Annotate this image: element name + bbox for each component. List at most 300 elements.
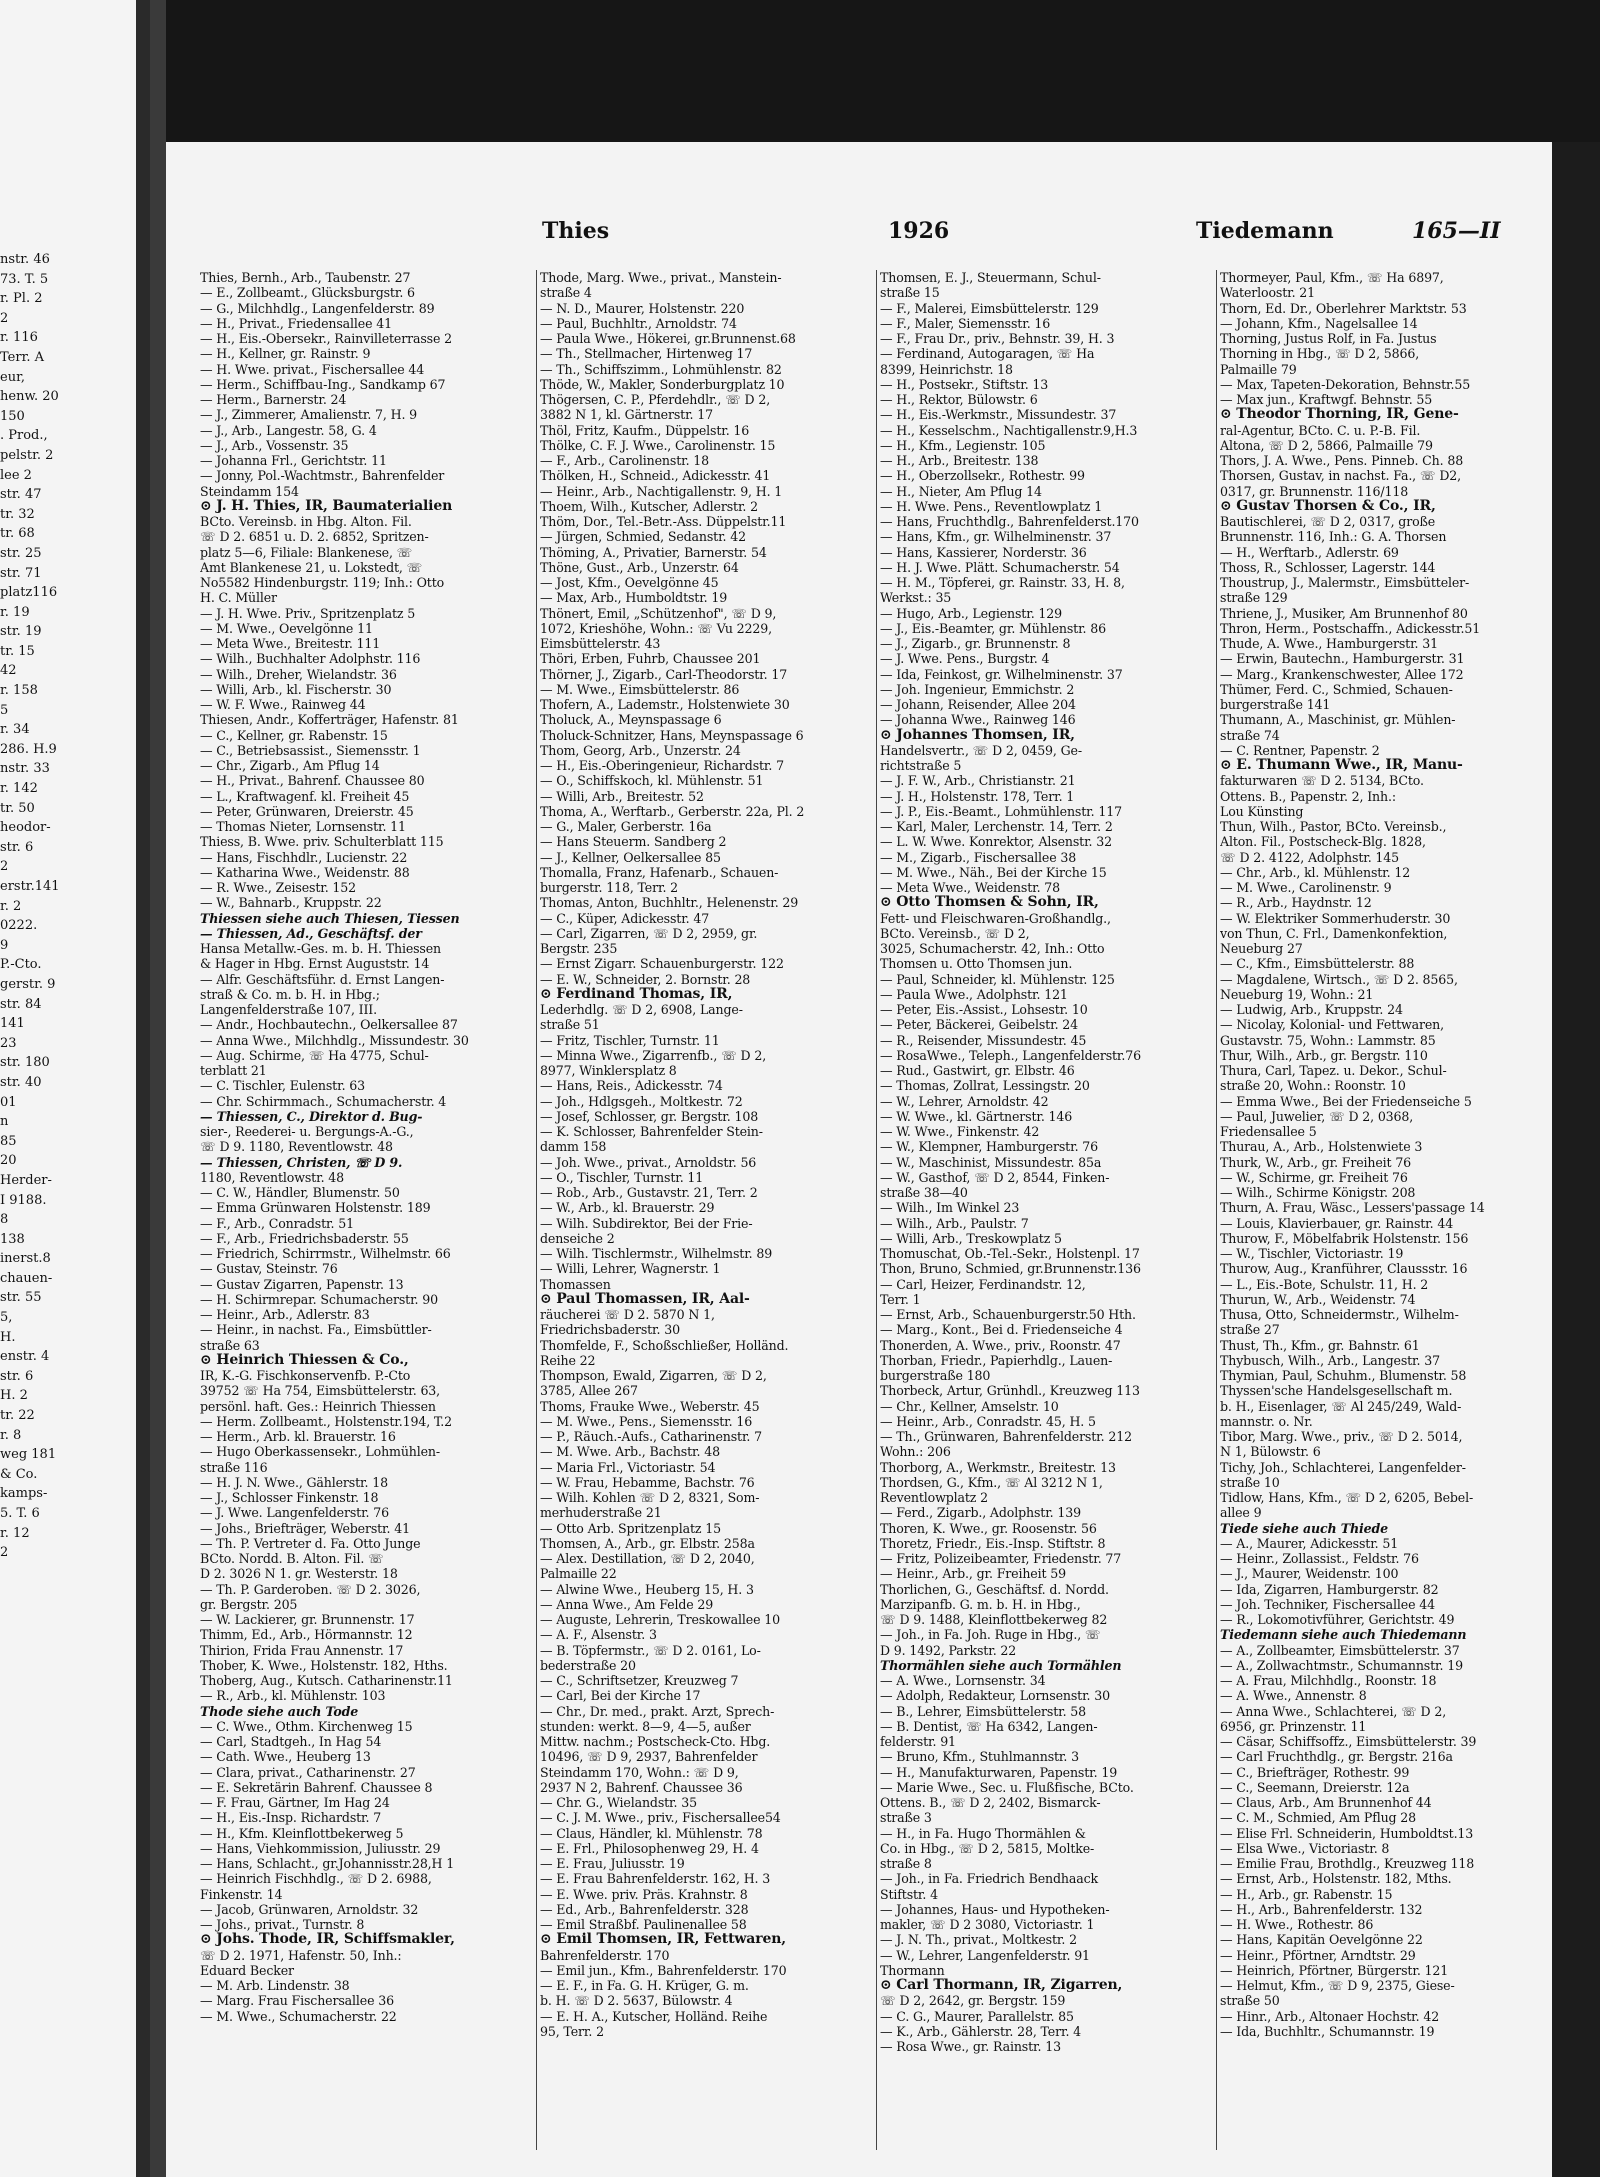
directory-entry: — Maria Frl., Victoriastr. 54	[540, 1459, 716, 1475]
directory-entry: — C., Schriftsetzer, Kreuzweg 7	[540, 1673, 739, 1688]
directory-entry: — Elsa Wwe., Victoriastr. 8	[1220, 1840, 1390, 1856]
directory-entry: 0317, gr. Brunnenstr. 116/118	[1220, 483, 1409, 499]
left-page-line: 9	[0, 937, 9, 953]
directory-entry: — B., Lehrer, Eimsbüttelerstr. 58	[880, 1703, 1087, 1719]
directory-entry: — Karl, Maler, Lerchenstr. 14, Terr. 2	[880, 819, 1113, 834]
directory-entry: — Heinr., Arb., gr. Freiheit 59	[880, 1566, 1066, 1582]
directory-entry: Terr. 1	[880, 1291, 921, 1307]
left-page-line: I 9188.	[0, 1192, 47, 1208]
directory-entry: — J., Arb., Vossenstr. 35	[200, 437, 349, 453]
directory-entry: Thomfelde, F., Schoßschließer, Holländ.	[540, 1337, 789, 1353]
directory-entry: Thorborg, A., Werkmstr., Breitestr. 13	[880, 1459, 1116, 1475]
directory-entry: — W., Lehrer, Arnoldstr. 42	[880, 1093, 1049, 1109]
directory-entry: — Th., Grünwaren, Bahrenfelderstr. 212	[880, 1429, 1132, 1444]
directory-entry: — Rob., Arb., Gustavstr. 21, Terr. 2	[540, 1185, 758, 1200]
directory-entry: — Jacob, Grünwaren, Arnoldstr. 32	[200, 1901, 419, 1917]
directory-entry: Thorlichen, G., Geschäftsf. d. Nordd.	[880, 1581, 1109, 1597]
directory-entry: — M. Arb. Lindenstr. 38	[200, 1978, 350, 1993]
directory-entry: — Hans, Kfm., gr. Wilhelminenstr. 37	[880, 529, 1112, 545]
directory-entry: — M., Zigarb., Fischersallee 38	[880, 849, 1077, 865]
directory-entry: denseiche 2	[540, 1230, 615, 1246]
directory-entry: BCto. Vereinsb. in Hbg. Alton. Fil.	[200, 514, 412, 529]
directory-entry: Thöri, Erben, Fuhrb, Chaussee 201	[540, 651, 761, 667]
directory-entry: Friedrichsbaderstr. 30	[540, 1322, 680, 1338]
directory-entry: — L., Eis.-Bote, Schulstr. 11, H. 2	[1220, 1276, 1429, 1292]
directory-entry: Thorsen, Gustav, in nachst. Fa., ☏ D2,	[1220, 468, 1461, 484]
directory-entry: mannstr. o. Nr.	[1220, 1413, 1313, 1429]
directory-entry: allee 9	[1220, 1505, 1262, 1521]
directory-entry: ☏ D 2. 1971, Hafenstr. 50, Inh.:	[200, 1947, 402, 1963]
directory-entry: b. H., Eisenlager, ☏ Al 245/249, Wald-	[1220, 1398, 1462, 1414]
directory-entry: Tibor, Marg. Wwe., priv., ☏ D 2. 5014,	[1220, 1429, 1463, 1444]
directory-entry: Thode siehe auch Tode	[200, 1703, 359, 1719]
directory-entry: ⊙ Paul Thomassen, IR, Aal-	[540, 1291, 750, 1307]
directory-entry: — Hans, Kassierer, Norderstr. 36	[880, 544, 1087, 560]
directory-entry: — R., Lokomotivführer, Gerichtstr. 49	[1220, 1612, 1455, 1627]
directory-entry: — A., Zollbeamter, Eimsbüttelerstr. 37	[1220, 1642, 1460, 1658]
directory-entry: Finkenstr. 14	[200, 1886, 283, 1902]
directory-entry: Thiesen, Andr., Kofferträger, Hafenstr. 81	[200, 712, 459, 728]
directory-entry: Thiess, B. Wwe. priv. Schulterblatt 115	[200, 834, 444, 850]
directory-entry: — F. Frau, Gärtner, Im Hag 24	[200, 1795, 390, 1810]
directory-entry: — H. Wwe. privat., Fischersallee 44	[200, 361, 425, 377]
directory-entry: — Thiessen, Christen, ☏ D 9.	[200, 1154, 403, 1170]
directory-entry: — H., Arb., gr. Rabenstr. 15	[1220, 1886, 1393, 1902]
directory-entry: von Thun, C. Frl., Damenkonfektion,	[1220, 925, 1448, 941]
left-page-line: str. 47	[0, 487, 42, 503]
directory-entry: — Bruno, Kfm., Stuhlmannstr. 3	[880, 1749, 1079, 1765]
directory-entry: — Ferd., Zigarb., Adolphstr. 139	[880, 1505, 1081, 1521]
left-page-line: 23	[0, 1035, 17, 1051]
directory-entry: Palmaille 22	[540, 1566, 617, 1582]
directory-entry: — Peter, Grünwaren, Dreierstr. 45	[200, 803, 414, 819]
directory-entry: Thura, Carl, Tapez. u. Dekor., Schul-	[1220, 1063, 1447, 1078]
directory-entry: — Claus, Händler, kl. Mühlenstr. 78	[540, 1825, 763, 1841]
left-page-line: gerstr. 9	[0, 976, 56, 992]
directory-entry: — J., Arb., Langestr. 58, G. 4	[200, 422, 377, 438]
directory-entry: — H., Eis.-Insp. Richardstr. 7	[200, 1810, 382, 1826]
directory-entry: IR, K.-G. Fischkonservenfb. P.-Cto	[200, 1368, 411, 1383]
scan-border-right	[1552, 142, 1600, 2177]
directory-entry: — G., Milchhdlg., Langenfelderstr. 89	[200, 300, 435, 316]
directory-entry: — Meta Wwe., Weidenstr. 78	[880, 880, 1061, 895]
directory-entry: — H. J. N. Wwe., Gählerstr. 18	[200, 1474, 388, 1490]
directory-entry: Thormann	[880, 1962, 945, 1978]
directory-entry: — Paul, Schneider, kl. Mühlenstr. 125	[880, 971, 1115, 987]
directory-entry: — Paul, Buchhltr., Arnoldstr. 74	[540, 315, 737, 331]
directory-entry: — Hans, Schlacht., gr.Johannisstr.28,H 1	[200, 1856, 455, 1871]
directory-entry: — Thomas Nieter, Lornsenstr. 11	[200, 819, 406, 834]
directory-entry: — W. F. Wwe., Rainweg 44	[200, 697, 366, 712]
directory-entry: — Joh. Wwe., privat., Arnoldstr. 56	[540, 1154, 757, 1170]
directory-entry: — P., Räuch.-Aufs., Catharinenstr. 7	[540, 1429, 763, 1444]
directory-entry: — Hans, Kapitän Oevelgönne 22	[1220, 1932, 1423, 1948]
directory-entry: — O., Tischler, Turnstr. 11	[540, 1169, 704, 1185]
directory-entry: ⊙ Johannes Thomsen, IR,	[880, 727, 1075, 743]
left-page-line: lee 2	[0, 467, 32, 483]
directory-entry: — Max jun., Kraftwgf. Behnstr. 55	[1220, 392, 1433, 407]
directory-entry: — E. W., Schneider, 2. Bornstr. 28	[540, 971, 751, 987]
directory-entry: — B. Töpfermstr., ☏ D 2. 0161, Lo-	[540, 1642, 761, 1658]
left-page-line: 138	[0, 1231, 25, 1247]
directory-entry: Thoms, Frauke Wwe., Weberstr. 45	[540, 1398, 760, 1414]
directory-entry: — Marie Wwe., Sec. u. Flußfische, BCto.	[880, 1779, 1134, 1795]
directory-entry: — F., Malerei, Eimsbüttelerstr. 129	[880, 300, 1099, 316]
directory-entry: — Paula Wwe., Adolphstr. 121	[880, 986, 1068, 1002]
directory-entry: — E. Frau Bahrenfelderstr. 162, H. 3	[540, 1871, 771, 1887]
directory-entry: — Wilh. Kohlen ☏ D 2, 8321, Som-	[540, 1490, 760, 1505]
directory-entry: — J. N. Th., privat., Moltkestr. 2	[880, 1932, 1077, 1948]
directory-entry: 2937 N 2, Bahrenf. Chaussee 36	[540, 1779, 743, 1795]
directory-entry: — M. Wwe. Arb., Bachstr. 48	[540, 1444, 720, 1460]
directory-entry: straße 50	[1220, 1993, 1280, 2009]
directory-entry: Thusa, Otto, Schneidermstr., Wilhelm-	[1220, 1307, 1459, 1322]
directory-entry: stunden: werkt. 8—9, 4—5, außer	[540, 1718, 751, 1734]
directory-entry: — C. Wwe., Othm. Kirchenweg 15	[200, 1718, 413, 1734]
left-page-line: 85	[0, 1133, 17, 1149]
directory-entry: Thoem, Wilh., Kutscher, Adlerstr. 2	[540, 498, 759, 514]
left-page-fragment	[0, 0, 150, 2177]
directory-entry: — C., Seemann, Dreierstr. 12a	[1220, 1779, 1410, 1795]
directory-entry: — Gustav Zigarren, Papenstr. 13	[200, 1276, 404, 1292]
directory-entry: — R. Wwe., Zeisestr. 152	[200, 880, 357, 895]
directory-entry: — O., Schiffskoch, kl. Mühlenstr. 51	[540, 773, 764, 789]
scan-border-top	[166, 0, 1600, 142]
directory-entry: — H., Eis.-Oberingenieur, Richardstr. 7	[540, 758, 784, 773]
left-page-line: heodor-	[0, 820, 51, 836]
directory-entry: Steindamm 170, Wohn.: ☏ D 9,	[540, 1764, 739, 1780]
directory-entry: Thude, A. Wwe., Hamburgerstr. 31	[1220, 636, 1438, 651]
directory-entry: — N. D., Maurer, Holstenstr. 220	[540, 300, 745, 316]
directory-entry: — Jürgen, Schmied, Sedanstr. 42	[540, 529, 746, 545]
directory-entry: — W., Bahnarb., Kruppstr. 22	[200, 895, 382, 911]
directory-entry: Tholuck, A., Meynspassage 6	[540, 712, 722, 728]
left-page-line: r. Pl. 2	[0, 291, 43, 307]
directory-entry: Thoren, K. Wwe., gr. Roosenstr. 56	[880, 1520, 1097, 1536]
directory-entry: Thormählen siehe auch Tormählen	[880, 1657, 1122, 1673]
directory-entry: — J. Wwe. Langenfelderstr. 76	[200, 1505, 389, 1521]
page-edge	[136, 0, 150, 2177]
directory-entry: — Elise Frl. Schneiderin, Humboldtst.13	[1220, 1825, 1474, 1841]
directory-entry: — Carl, Heizer, Ferdinandstr. 12,	[880, 1276, 1086, 1292]
directory-entry: ☏ D 9. 1180, Reventlowstr. 48	[200, 1139, 393, 1155]
directory-entry: — Hans, Fischhdlr., Lucienstr. 22	[200, 849, 408, 865]
page-number: 165—II	[1412, 218, 1501, 244]
directory-entry: — Willi, Arb., kl. Fischerstr. 30	[200, 681, 392, 697]
directory-entry: Eimsbüttelerstr. 43	[540, 636, 661, 651]
directory-entry: — H., Rektor, Bülowstr. 6	[880, 392, 1038, 407]
directory-entry: ⊙ Ferdinand Thomas, IR,	[540, 986, 733, 1002]
left-page-line: 2	[0, 1545, 9, 1561]
directory-entry: — B. Dentist, ☏ Ha 6342, Langen-	[880, 1718, 1098, 1734]
directory-entry: Lederhdlg. ☏ D 2, 6908, Lange-	[540, 1002, 743, 1017]
directory-entry: — Marg., Kont., Bei d. Friedenseiche 4	[880, 1322, 1123, 1338]
directory-entry: — Ida, Feinkost, gr. Wilhelminenstr. 37	[880, 666, 1123, 682]
directory-entry: 95, Terr. 2	[540, 2023, 604, 2039]
directory-entry: — Carl, Zigarren, ☏ D 2, 2959, gr.	[540, 925, 758, 941]
directory-entry: — Minna Wwe., Zigarrenfb., ☏ D 2,	[540, 1047, 767, 1063]
directory-entry: — Rosa Wwe., gr. Rainstr. 13	[880, 2039, 1061, 2054]
directory-entry: 8977, Winklersplatz 8	[540, 1063, 677, 1078]
directory-entry: Thönert, Emil, „Schützenhof", ☏ D 9,	[540, 605, 777, 621]
directory-entry: ⊙ Theodor Thorning, IR, Gene-	[1220, 407, 1459, 423]
directory-entry: straße 116	[200, 1459, 268, 1475]
left-page-line: 286. H.9	[0, 741, 57, 757]
directory-entry: Tichy, Joh., Schlachterei, Langenfelder-	[1220, 1459, 1466, 1475]
directory-entry: — E. H. A., Kutscher, Holländ. Reihe	[540, 2008, 768, 2024]
directory-entry: Thiessen siehe auch Thiesen, Tiessen	[200, 910, 460, 926]
directory-entry: — Marg., Krankenschwester, Allee 172	[1220, 666, 1464, 682]
directory-entry: straße 51	[540, 1017, 600, 1033]
directory-entry: — G., Maler, Gerberstr. 16a	[540, 819, 712, 834]
directory-entry: — H. Schirmrepar. Schumacherstr. 90	[200, 1291, 438, 1307]
directory-entry: — C., Kfm., Eimsbüttelerstr. 88	[1220, 956, 1415, 972]
directory-entry: — H., Kfm. Kleinflottbekerweg 5	[200, 1825, 404, 1841]
directory-entry: burgerstraße 141	[1220, 697, 1331, 712]
left-page-line: str. 55	[0, 1290, 42, 1306]
directory-entry: Alton. Fil., Postscheck-Blg. 1828,	[1220, 834, 1426, 850]
directory-entry: — H. Wwe. Pens., Reventlowplatz 1	[880, 498, 1103, 514]
directory-entry: — C. W., Händler, Blumenstr. 50	[200, 1185, 400, 1200]
directory-entry: Thorn, Ed. Dr., Oberlehrer Marktstr. 53	[1220, 300, 1467, 316]
directory-entry: Thoma, A., Werftarb., Gerberstr. 22a, Pl. 2	[540, 803, 805, 819]
left-page-line: P.-Cto.	[0, 957, 42, 973]
left-page-line: pelstr. 2	[0, 447, 54, 463]
directory-entry: Thöde, W., Makler, Sonderburgplatz 10	[540, 376, 785, 392]
directory-entry: terblatt 21	[200, 1063, 267, 1078]
directory-entry: — Chr. Schirmmach., Schumacherstr. 4	[200, 1093, 447, 1109]
left-page-line: r. 8	[0, 1427, 22, 1443]
directory-entry: — F., Frau Dr., priv., Behnstr. 39, H. 3	[880, 331, 1115, 346]
directory-entry: — Magdalene, Wirtsch., ☏ D 2. 8565,	[1220, 971, 1458, 987]
directory-entry: merhuderstraße 21	[540, 1505, 662, 1521]
directory-entry: — C., Betriebsassist., Siemensstr. 1	[200, 742, 421, 758]
left-page-line: r. 2	[0, 898, 22, 914]
directory-entry: Ottens. B., Papenstr. 2, Inh.:	[1220, 788, 1396, 804]
directory-entry: räucherei ☏ D 2. 5870 N 1,	[540, 1307, 715, 1322]
directory-entry: b. H. ☏ D 2. 5637, Bülowstr. 4	[540, 1993, 733, 2009]
left-page-line: r. 12	[0, 1525, 30, 1541]
directory-entry: straße 129	[1220, 590, 1288, 606]
directory-entry: — Johanna Frl., Gerichtstr. 11	[200, 453, 387, 468]
directory-entry: — A. Wwe., Lornsenstr. 34	[880, 1673, 1046, 1688]
directory-entry: 10496, ☏ D 9, 2937, Bahrenfelder	[540, 1749, 758, 1765]
directory-entry: Wohn.: 206	[880, 1444, 951, 1460]
directory-entry: Thoretz, Friedr., Eis.-Insp. Stiftstr. 8	[880, 1535, 1106, 1551]
directory-entry: Thurow, Aug., Kranführer, Claussstr. 16	[1220, 1261, 1468, 1277]
directory-entry: — Heinr., Zollassist., Feldstr. 76	[1220, 1551, 1419, 1566]
directory-page	[166, 0, 1600, 2177]
directory-entry: burgerstraße 180	[880, 1368, 991, 1383]
directory-entry: Stiftstr. 4	[880, 1886, 938, 1902]
left-page-line: 5. T. 6	[0, 1506, 40, 1521]
directory-entry: Thurun, W., Arb., Weidenstr. 74	[1220, 1291, 1416, 1307]
directory-entry: D 2. 3026 N 1. gr. Westerstr. 18	[200, 1566, 398, 1582]
directory-entry: Thonerden, A. Wwe., priv., Roonstr. 47	[880, 1337, 1121, 1353]
directory-entry: — Joh. Techniker, Fischersallee 44	[1220, 1596, 1435, 1612]
directory-entry: Thümer, Ferd. C., Schmied, Schauen-	[1220, 681, 1453, 697]
directory-entry: makler, ☏ D 2 3080, Victoriastr. 1	[880, 1917, 1095, 1932]
left-page-line: r. 158	[0, 683, 38, 699]
page-header	[196, 218, 1600, 252]
directory-entry: Reventlowplatz 2	[880, 1490, 988, 1505]
directory-entry: — C. M., Schmied, Am Pflug 28	[1220, 1810, 1417, 1826]
directory-columns	[200, 270, 1556, 2150]
directory-entry: — E. F., in Fa. G. H. Krüger, G. m.	[540, 1978, 749, 1993]
directory-entry: fakturwaren ☏ D 2. 5134, BCto.	[1220, 773, 1424, 789]
left-page-line: & Co.	[0, 1466, 38, 1482]
directory-entry: — Th. P. Garderoben. ☏ D 2. 3026,	[200, 1581, 421, 1597]
directory-entry: — Thiessen, C., Direktor d. Bug-	[200, 1108, 423, 1124]
directory-entry: Mittw. nachm.; Postscheck-Cto. Hbg.	[540, 1734, 771, 1749]
left-page-line: henw. 20	[0, 389, 59, 405]
directory-entry: — M. Wwe., Schumacherstr. 22	[200, 2008, 397, 2024]
directory-entry: — Alfr. Geschäftsführ. d. Ernst Langen-	[200, 971, 445, 987]
directory-entry: — Clara, privat., Catharinenstr. 27	[200, 1764, 416, 1780]
directory-entry: ⊙ Gustav Thorsen & Co., IR,	[1220, 498, 1436, 514]
directory-entry: 3025, Schumacherstr. 42, Inh.: Otto	[880, 941, 1105, 956]
left-page-line: 5,	[0, 1310, 13, 1326]
directory-entry: richtstraße 5	[880, 758, 962, 773]
directory-entry: Thormeyer, Paul, Kfm., ☏ Ha 6897,	[1220, 270, 1444, 285]
directory-entry: felderstr. 91	[880, 1734, 956, 1749]
directory-entry: Tidlow, Hans, Kfm., ☏ D 2, 6205, Bebel-	[1220, 1490, 1474, 1505]
directory-entry: Fett- und Fleischwaren-Großhandlg.,	[880, 910, 1111, 926]
left-page-line: erstr.141	[0, 879, 60, 894]
directory-entry: — C. Rentner, Papenstr. 2	[1220, 742, 1380, 758]
left-page-line: 2	[0, 859, 9, 875]
directory-entry: — E. Wwe. priv. Präs. Krahnstr. 8	[540, 1886, 748, 1902]
left-page-line: 5	[0, 702, 9, 718]
directory-entry: Hansa Metallw.-Ges. m. b. H. Thiessen	[200, 941, 442, 956]
directory-entry: Palmaille 79	[1220, 361, 1297, 377]
directory-entry: — F., Arb., Conradstr. 51	[200, 1215, 354, 1231]
directory-entry: — H., Postsekr., Stiftstr. 13	[880, 376, 1049, 392]
directory-entry: — W., Lehrer, Langenfelderstr. 91	[880, 1947, 1090, 1963]
directory-entry: — Johann, Reisender, Allee 204	[880, 697, 1076, 712]
directory-entry: — E. Frl., Philosophenweg 29, H. 4	[540, 1840, 759, 1856]
directory-entry: Thober, K. Wwe., Holstenstr. 182, Hths.	[200, 1657, 448, 1673]
directory-entry: — K. Schlosser, Bahrenfelder Stein-	[540, 1124, 763, 1139]
directory-entry: Thode, Marg. Wwe., privat., Manstein-	[540, 270, 782, 285]
directory-entry: — Joh., Hdlgsgeh., Moltkestr. 72	[540, 1093, 743, 1109]
directory-entry: 3785, Allee 267	[540, 1383, 638, 1399]
directory-entry: straß & Co. m. b. H. in Hbg.;	[200, 986, 380, 1002]
directory-entry: — H., Werftarb., Adlerstr. 69	[1220, 544, 1399, 560]
directory-entry: — Ernst, Arb., Holstenstr. 182, Mths.	[1220, 1871, 1452, 1887]
directory-entry: — K., Arb., Gählerstr. 28, Terr. 4	[880, 2023, 1082, 2039]
directory-entry: ⊙ Otto Thomsen & Sohn, IR,	[880, 895, 1099, 911]
directory-entry: — R., Arb., kl. Mühlenstr. 103	[200, 1688, 386, 1704]
left-page-line: str. 25	[0, 545, 42, 561]
directory-entry: straße 74	[1220, 727, 1280, 743]
directory-entry: straße 38—40	[880, 1185, 968, 1200]
directory-entry: — J., Maurer, Weidenstr. 100	[1220, 1566, 1399, 1582]
directory-entry: Thimm, Ed., Arb., Hörmannstr. 12	[200, 1627, 413, 1643]
directory-entry: — Alwine Wwe., Heuberg 15, H. 3	[540, 1581, 754, 1597]
directory-entry: Eduard Becker	[200, 1962, 294, 1978]
left-page-line: . Prod.,	[0, 428, 48, 444]
left-page-line: enstr. 4	[0, 1349, 50, 1365]
directory-entry: sier-, Reederei- u. Bergungs-A.-G.,	[200, 1124, 414, 1139]
directory-entry: — Anna Wwe., Milchhdlg., Missundestr. 30	[200, 1032, 469, 1048]
left-page-line: 01	[0, 1094, 17, 1110]
directory-entry: BCto. Nordd. B. Alton. Fil. ☏	[200, 1551, 384, 1566]
directory-entry: Friedensallee 5	[1220, 1124, 1317, 1139]
directory-entry: Waterloostr. 21	[1220, 285, 1316, 301]
directory-entry: — Rud., Gastwirt, gr. Elbstr. 46	[880, 1063, 1075, 1078]
directory-entry: — W., Arb., kl. Brauerstr. 29	[540, 1200, 715, 1216]
directory-entry: 8399, Heinrichstr. 18	[880, 361, 1013, 377]
directory-entry: 3882 N 1, kl. Gärtnerstr. 17	[540, 407, 713, 423]
directory-entry: — Hans, Viehkommission, Juliusstr. 29	[200, 1840, 441, 1856]
directory-entry: Thorning, Justus Rolf, in Fa. Justus	[1220, 331, 1437, 346]
directory-entry: — Th., Schiffszimm., Lohmühlenstr. 82	[540, 361, 782, 377]
directory-entry: — Th. P. Vertreter d. Fa. Otto Junge	[200, 1535, 421, 1551]
left-page-line: chauen-	[0, 1270, 53, 1286]
directory-entry: — Cath. Wwe., Heuberg 13	[200, 1749, 371, 1765]
left-page-line: 2	[0, 310, 9, 326]
directory-entry: Thörner, J., Zigarb., Carl-Theodorstr. 17	[540, 666, 788, 682]
directory-entry: — Wilh. Subdirektor, Bei der Frie-	[540, 1215, 753, 1231]
left-page-line: 150	[0, 408, 25, 424]
directory-entry: Co. in Hbg., ☏ D 2, 5815, Moltke-	[880, 1840, 1095, 1856]
directory-entry: — Johs., privat., Turnstr. 8	[200, 1917, 365, 1932]
directory-entry: — C., Briefträger, Rothestr. 99	[1220, 1764, 1410, 1780]
directory-entry: — Alex. Destillation, ☏ D 2, 2040,	[540, 1551, 755, 1566]
directory-entry: Thompson, Ewald, Zigarren, ☏ D 2,	[540, 1368, 767, 1383]
directory-entry: — W. Wwe., kl. Gärtnerstr. 146	[880, 1108, 1073, 1124]
directory-entry: — H., Kesselschm., Nachtigallenstr.9,H.3	[880, 422, 1138, 438]
directory-entry: — Auguste, Lehrerin, Treskowallee 10	[540, 1612, 780, 1627]
directory-entry: ⊙ Heinrich Thiessen & Co.,	[200, 1352, 409, 1368]
directory-entry: Thur, Wilh., Arb., gr. Bergstr. 110	[1220, 1047, 1428, 1063]
directory-entry: — W., Schirme, gr. Freiheit 76	[1220, 1169, 1408, 1185]
directory-entry: — M. Wwe., Carolinenstr. 9	[1220, 880, 1392, 895]
directory-entry: 1072, Krieshöhe, Wohn.: ☏ Vu 2229,	[540, 620, 772, 636]
directory-entry: — H., Arb., Breitestr. 138	[880, 453, 1039, 468]
left-page-line: platz116	[0, 585, 58, 601]
left-page-line: 141	[0, 1016, 25, 1032]
directory-entry: Amt Blankenese 21, u. Lokstedt, ☏	[200, 559, 423, 575]
directory-entry: Thomsen, E. J., Steuermann, Schul-	[880, 270, 1101, 285]
directory-entry: — Wilh., Arb., Paulstr. 7	[880, 1215, 1029, 1231]
directory-entry: Bautischlerei, ☏ D 2, 0317, große	[1220, 514, 1436, 529]
directory-entry: — W. Wwe., Finkenstr. 42	[880, 1124, 1040, 1139]
directory-entry: — Willi, Arb., Breitestr. 52	[540, 788, 704, 804]
left-page-text	[0, 250, 136, 1563]
directory-entry: — Peter, Eis.-Assist., Lohsestr. 10	[880, 1002, 1088, 1017]
directory-entry: Thöm, Dor., Tel.-Betr.-Ass. Düppelstr.11	[540, 514, 787, 529]
directory-entry: — Max, Arb., Humboldtstr. 19	[540, 590, 728, 606]
directory-entry: — W. Frau, Hebamme, Bachstr. 76	[540, 1474, 755, 1490]
directory-entry: bederstraße 20	[540, 1657, 636, 1673]
directory-entry: — L., Kraftwagenf. kl. Freiheit 45	[200, 788, 410, 804]
directory-entry: — Fritz, Tischler, Turnstr. 11	[540, 1032, 720, 1048]
directory-entry: — Aug. Schirme, ☏ Ha 4775, Schul-	[200, 1047, 429, 1063]
directory-entry: Handelsvertr., ☏ D 2, 0459, Ge-	[880, 742, 1082, 758]
directory-entry: — Paul, Juwelier, ☏ D 2, 0368,	[1220, 1108, 1414, 1124]
left-page-line: nstr. 46	[0, 252, 50, 267]
directory-entry: — Max, Tapeten-Dekoration, Behnstr.55	[1220, 376, 1471, 392]
directory-entry: — Jost, Kfm., Oevelgönne 45	[540, 575, 719, 590]
directory-entry: — Hugo, Arb., Legienstr. 129	[880, 605, 1063, 621]
directory-entry: — Johann, Kfm., Nagelsallee 14	[1220, 315, 1418, 331]
directory-entry: — Peter, Bäckerei, Geibelstr. 24	[880, 1017, 1078, 1033]
directory-entry: Thomalla, Franz, Hafenarb., Schauen-	[540, 864, 779, 880]
directory-entry: — Cäsar, Schiffsoffz., Eimsbüttelerstr. 39	[1220, 1734, 1477, 1749]
directory-entry: — Hinr., Arb., Altonaer Hochstr. 42	[1220, 2008, 1440, 2024]
